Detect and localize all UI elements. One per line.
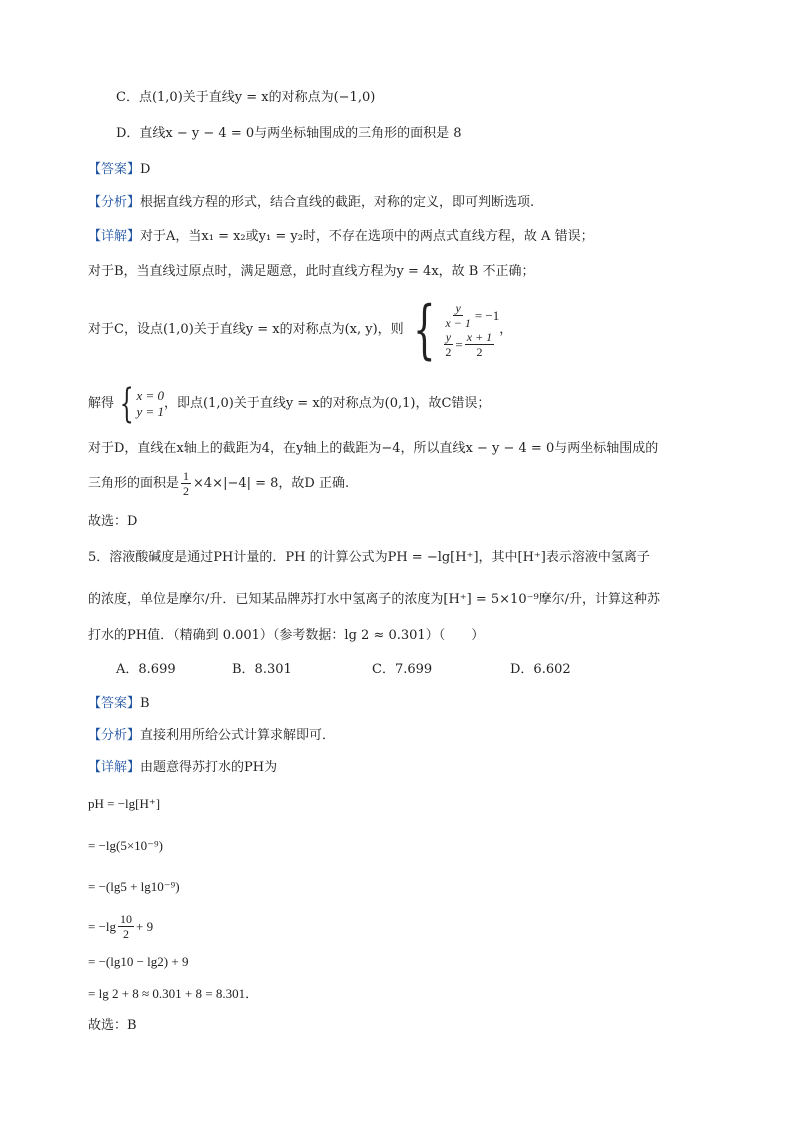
- rhs: = −1: [474, 307, 500, 323]
- answer-tag: 【答案】: [88, 696, 141, 711]
- choose-line-4: 故选：D: [88, 514, 138, 529]
- frac-den: 2: [183, 484, 190, 498]
- option-c: C．点(1,0)关于直线y = x的对称点为(−1,0): [116, 90, 376, 105]
- frac-num: 1: [183, 469, 190, 483]
- detail-line-1: [88, 227, 594, 247]
- brace: {: [119, 381, 134, 427]
- q5-eq-2: = −lg(5×10⁻⁹): [88, 838, 163, 853]
- q5-eq-5: = −(lg10 − lg2) + 9: [88, 954, 189, 969]
- frac-num: 10: [120, 912, 133, 926]
- q5-eq-1: pH = −lg[H⁺]: [88, 796, 161, 811]
- detail-text-1: 对于A，当x₁ = x₂或y₁ = y₂时，不存在选项中的两点式直线方程，故 A 错误；: [140, 229, 594, 244]
- q5-option-b: B．8.301: [232, 662, 292, 677]
- eq-text: + 9: [136, 918, 154, 934]
- q5-eq-3: = −(lg5 + lg10⁻⁹): [88, 879, 180, 894]
- eq-text: = −lg: [88, 918, 117, 934]
- frac-num: y: [445, 330, 452, 344]
- analysis-tag: 【分析】: [88, 195, 141, 210]
- answer-line: [88, 160, 150, 180]
- equation-system-2: [114, 381, 165, 427]
- answer-value: B: [140, 696, 150, 711]
- frac-den: 2: [476, 345, 483, 359]
- detail-text-4: 解得: [88, 396, 115, 411]
- q5-line-1: 5．溶液酸碱度是通过PH计量的．PH 的计算公式为PH = −lg[H⁺]，其中[H⁺]表示溶液中氢离子: [88, 550, 650, 565]
- detail-line-5: 对于D，直线在x轴上的截距为4，在y轴上的截距为−4，所以直线x − y − 4 = 0与两坐标轴围成的: [88, 441, 659, 456]
- q5-line-3: 打水的PH值．（精确到 0.001）（参考数据：lg 2 ≈ 0.301）（ ）: [88, 628, 485, 643]
- q5-eq-4: [88, 912, 153, 941]
- choose-line-5: 故选：B: [88, 1018, 137, 1033]
- analysis-tag: 【分析】: [88, 728, 141, 743]
- analysis-text: 根据直线方程的形式，结合直线的截距，对称的定义，即可判断选项.: [140, 195, 535, 210]
- equation-system-1: [404, 293, 500, 367]
- q5-option-d: D．6.602: [510, 662, 571, 677]
- q5-answer-line: [88, 694, 150, 714]
- frac-den: 2: [123, 927, 130, 941]
- q5-detail-line: [88, 758, 277, 778]
- detail-tag: 【详解】: [88, 760, 141, 775]
- answer-tag: 【答案】: [88, 162, 141, 177]
- detail-tag: 【详解】: [88, 229, 141, 244]
- sys-row: y = 1: [136, 404, 165, 419]
- equals: =: [455, 336, 463, 352]
- detail-line-2: 对于B，当直线过原点时，满足题意，此时直线方程为y = 4x，故 B 不正确；: [88, 264, 535, 279]
- option-d: D．直线x − y − 4 = 0与两坐标轴围成的三角形的面积是 8: [116, 126, 462, 141]
- q5-analysis-line: [88, 726, 335, 746]
- detail-text-6: 三角形的面积是: [88, 475, 180, 491]
- detail-text-4-post: ，即点(1,0)关于直线y = x的对称点为(0,1)，故C错误；: [164, 396, 491, 411]
- answer-value: D: [140, 162, 151, 177]
- detail-text-3-post: ，: [499, 322, 513, 337]
- analysis-line: [88, 193, 534, 213]
- detail-text-3: 对于C，设点(1,0)关于直线y = x的对称点为(x, y)，则: [88, 322, 404, 337]
- detail-line-3: [88, 293, 513, 367]
- analysis-text: 直接利用所给公式计算求解即可．: [140, 728, 336, 743]
- q5-eq-6: = lg 2 + 8 ≈ 0.301 + 8 = 8.301．: [88, 986, 259, 1001]
- detail-text-6-post: ×4×|−4| = 8，故D 正确.: [193, 475, 350, 491]
- frac-den: x − 1: [445, 316, 471, 330]
- sys-row: x = 0: [136, 388, 165, 403]
- frac-den: 2: [445, 345, 452, 359]
- detail-line-6: [88, 469, 349, 498]
- frac-num: y: [455, 301, 461, 315]
- frac-num: x + 1: [466, 330, 493, 344]
- detail-line-4: [88, 381, 491, 427]
- detail-text: 由题意得苏打水的PH为: [140, 760, 278, 775]
- q5-option-c: C．7.699: [372, 662, 433, 677]
- q5-option-a: A．8.699: [116, 662, 176, 677]
- brace: {: [412, 293, 436, 367]
- q5-line-2: 的浓度，单位是摩尔/升．已知某品牌苏打水中氢离子的浓度为[H⁺] = 5×10⁻⁹摩尔/升，计算这种苏: [88, 592, 661, 607]
